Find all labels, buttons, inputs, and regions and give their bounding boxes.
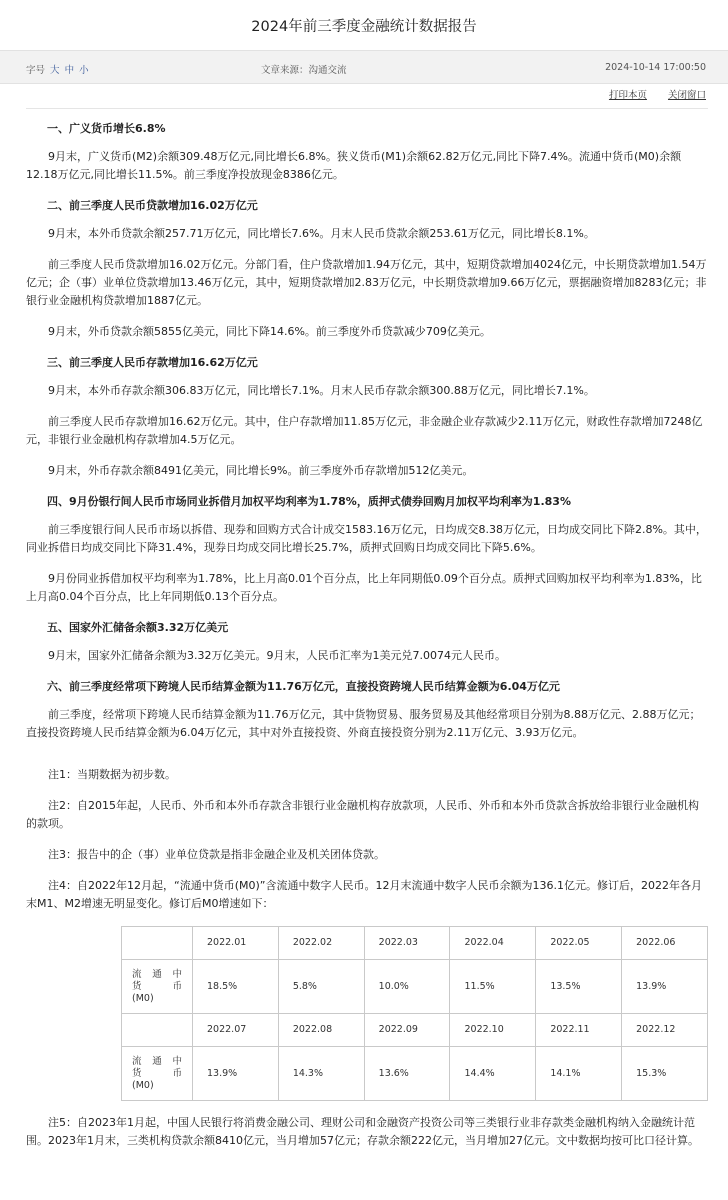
month-cell: 2022.01 <box>193 927 279 960</box>
paragraph: 前三季度人民币存款增加16.62万亿元。其中，住户存款增加11.85万亿元，非金融企业存款减少2.11万亿元，财政性存款增加7248亿元，非银行业金融机构存款增加4.5万亿元。 <box>26 415 703 446</box>
value-cell: 13.9% <box>193 1047 279 1101</box>
paragraph: 9月份同业拆借加权平均利率为1.78%，比上月高0.01个百分点，比上年同期低0.09个百分点。质押式回购加权平均利率为1.83%，比上月高0.04个百分点，比上年同期低0.13个百分点。 <box>26 572 702 603</box>
font-size-large-link[interactable]: 大 <box>50 65 60 76</box>
m0-growth-table <box>121 926 708 1101</box>
value-cell: 15.3% <box>622 1047 708 1101</box>
paragraph: 9月末，本外币存款余额306.83万亿元，同比增长7.1%。月末人民币存款余额300.88万亿元，同比增长7.1%。 <box>48 384 595 397</box>
note-3: 注3：报告中的企（事）业单位贷款是指非金融企业及机关团体贷款。 <box>48 848 385 861</box>
table-row <box>122 927 708 960</box>
month-cell: 2022.04 <box>450 927 536 960</box>
value-cell: 13.6% <box>364 1047 450 1101</box>
month-cell: 2022.06 <box>622 927 708 960</box>
section-1 <box>26 120 708 184</box>
month-cell: 2022.03 <box>364 927 450 960</box>
month-cell: 2022.02 <box>278 927 364 960</box>
close-window-link[interactable]: 关闭窗口 <box>667 90 706 101</box>
value-cell: 14.1% <box>536 1047 622 1101</box>
section-heading: 六、前三季度经常项下跨境人民币结算金额为11.76万亿元，直接投资跨境人民币结算金额为6.04万亿元 <box>47 680 560 693</box>
paragraph: 前三季度银行间人民币市场以拆借、现券和回购方式合计成交1583.16万亿元，日均成交8.38万亿元，日均成交同比下降2.8%。其中，同业拆借日均成交同比下降31.4%，现券日均成交同比增长25.7%，质押式回购日均成交同比下降5.6%。 <box>26 523 707 554</box>
month-cell: 2022.07 <box>193 1014 279 1047</box>
page-tools <box>591 87 706 101</box>
paragraph: 前三季度人民币贷款增加16.02万亿元。分部门看，住户贷款增加1.94万亿元，其中，短期贷款增加4024亿元，中长期贷款增加1.54万亿元；企（事）业单位贷款增加13.46万亿元，其中，短期贷款增加2.83万亿元，中长期贷款增加9.66万亿元，票据融资增加8283亿元；非银行业金融机构贷款增加1887亿元。 <box>26 258 707 307</box>
publish-datetime: 2024-10-14 17:00:50 <box>605 62 706 73</box>
month-cell: 2022.12 <box>622 1014 708 1047</box>
article-meta-bar <box>0 50 728 84</box>
section-5 <box>26 619 708 665</box>
section-heading: 五、国家外汇储备余额3.32万亿美元 <box>47 621 229 634</box>
table-row <box>122 1047 708 1101</box>
table-row <box>122 1014 708 1047</box>
article-source: 文章来源：沟通交流 <box>261 65 347 76</box>
value-cell: 5.8% <box>278 960 364 1014</box>
section-heading: 一、广义货币增长6.8% <box>47 122 166 135</box>
note-4: 注4：自2022年12月起，“流通中货币(M0)”含流通中数字人民币。12月末流通中数字人民币余额为136.1亿元。修订后，2022年各月末M1、M2增速无明显变化。修订后M0增速如下： <box>26 879 702 910</box>
section-4 <box>26 493 708 606</box>
row-label-m0: 流 通 中 货 币 (M0) <box>122 1047 193 1101</box>
page-title: 2024年前三季度金融统计数据报告 <box>251 19 477 35</box>
month-cell: 2022.09 <box>364 1014 450 1047</box>
value-cell: 14.3% <box>278 1047 364 1101</box>
note-1: 注1：当期数据为初步数。 <box>48 768 176 781</box>
note-5: 注5：自2023年1月起，中国人民银行将消费金融公司、理财公司和金融资产投资公司等三类银行业非存款类金融机构纳入金融统计范围。2023年1月末，三类机构贷款余额8410亿元，当月增加57亿元；存款余额222亿元，当月增加27亿元。文中数据均按可比口径计算。 <box>26 1116 699 1147</box>
value-cell: 18.5% <box>193 960 279 1014</box>
font-size-small-link[interactable]: 小 <box>79 65 89 76</box>
article-body <box>26 120 708 1163</box>
section-heading: 二、前三季度人民币贷款增加16.02万亿元 <box>47 199 258 212</box>
paragraph: 前三季度，经常项下跨境人民币结算金额为11.76万亿元，其中货物贸易、服务贸易及其他经常项目分别为8.88万亿元、2.88万亿元；直接投资跨境人民币结算金额为6.04万亿元，其中对外直接投资、外商直接投资分别为2.11万亿元、3.93万亿元。 <box>26 708 701 739</box>
paragraph: 9月末，国家外汇储备余额为3.32万亿美元。9月末，人民币汇率为1美元兑7.0074元人民币。 <box>48 649 506 662</box>
section-heading: 三、前三季度人民币存款增加16.62万亿元 <box>47 356 258 369</box>
value-cell: 14.4% <box>450 1047 536 1101</box>
divider <box>26 108 708 109</box>
font-size-label: 字号 <box>26 65 46 76</box>
section-heading: 四、9月份银行间人民币市场同业拆借月加权平均利率为1.78%，质押式债券回购月加权平均利率为1.83% <box>47 495 571 508</box>
print-page-link[interactable]: 打印本页 <box>608 90 647 101</box>
table-corner-cell <box>122 1014 193 1047</box>
spacer <box>26 755 708 766</box>
paragraph: 9月末，外币贷款余额5855亿美元，同比下降14.6%。前三季度外币贷款减少709亿美元。 <box>48 325 491 338</box>
value-cell: 11.5% <box>450 960 536 1014</box>
value-cell: 13.5% <box>536 960 622 1014</box>
paragraph: 9月末，广义货币(M2)余额309.48万亿元,同比增长6.8%。狭义货币(M1)余额62.82万亿元,同比下降7.4%。流通中货币(M0)余额12.18万亿元,同比增长11.5%。前三季度净投放现金8386亿元。 <box>26 150 682 181</box>
note-2: 注2：自2015年起，人民币、外币和本外币存款含非银行业金融机构存放款项，人民币、外币和本外币贷款含拆放给非银行业金融机构的款项。 <box>26 799 699 830</box>
table-row <box>122 960 708 1014</box>
row-label-m0: 流 通 中 货 币 (M0) <box>122 960 193 1014</box>
paragraph: 9月末，外币存款余额8491亿美元，同比增长9%。前三季度外币存款增加512亿美元。 <box>48 464 474 477</box>
section-3 <box>26 354 708 480</box>
section-6 <box>26 678 708 742</box>
font-size-medium-link[interactable]: 中 <box>64 65 75 76</box>
value-cell: 13.9% <box>622 960 708 1014</box>
font-size-control <box>26 62 89 76</box>
month-cell: 2022.08 <box>278 1014 364 1047</box>
value-cell: 10.0% <box>364 960 450 1014</box>
month-cell: 2022.11 <box>536 1014 622 1047</box>
month-cell: 2022.10 <box>450 1014 536 1047</box>
paragraph: 9月末，本外币贷款余额257.71万亿元，同比增长7.6%。月末人民币贷款余额253.61万亿元，同比增长8.1%。 <box>48 227 595 240</box>
table-corner-cell <box>122 927 193 960</box>
section-2 <box>26 197 708 341</box>
month-cell: 2022.05 <box>536 927 622 960</box>
